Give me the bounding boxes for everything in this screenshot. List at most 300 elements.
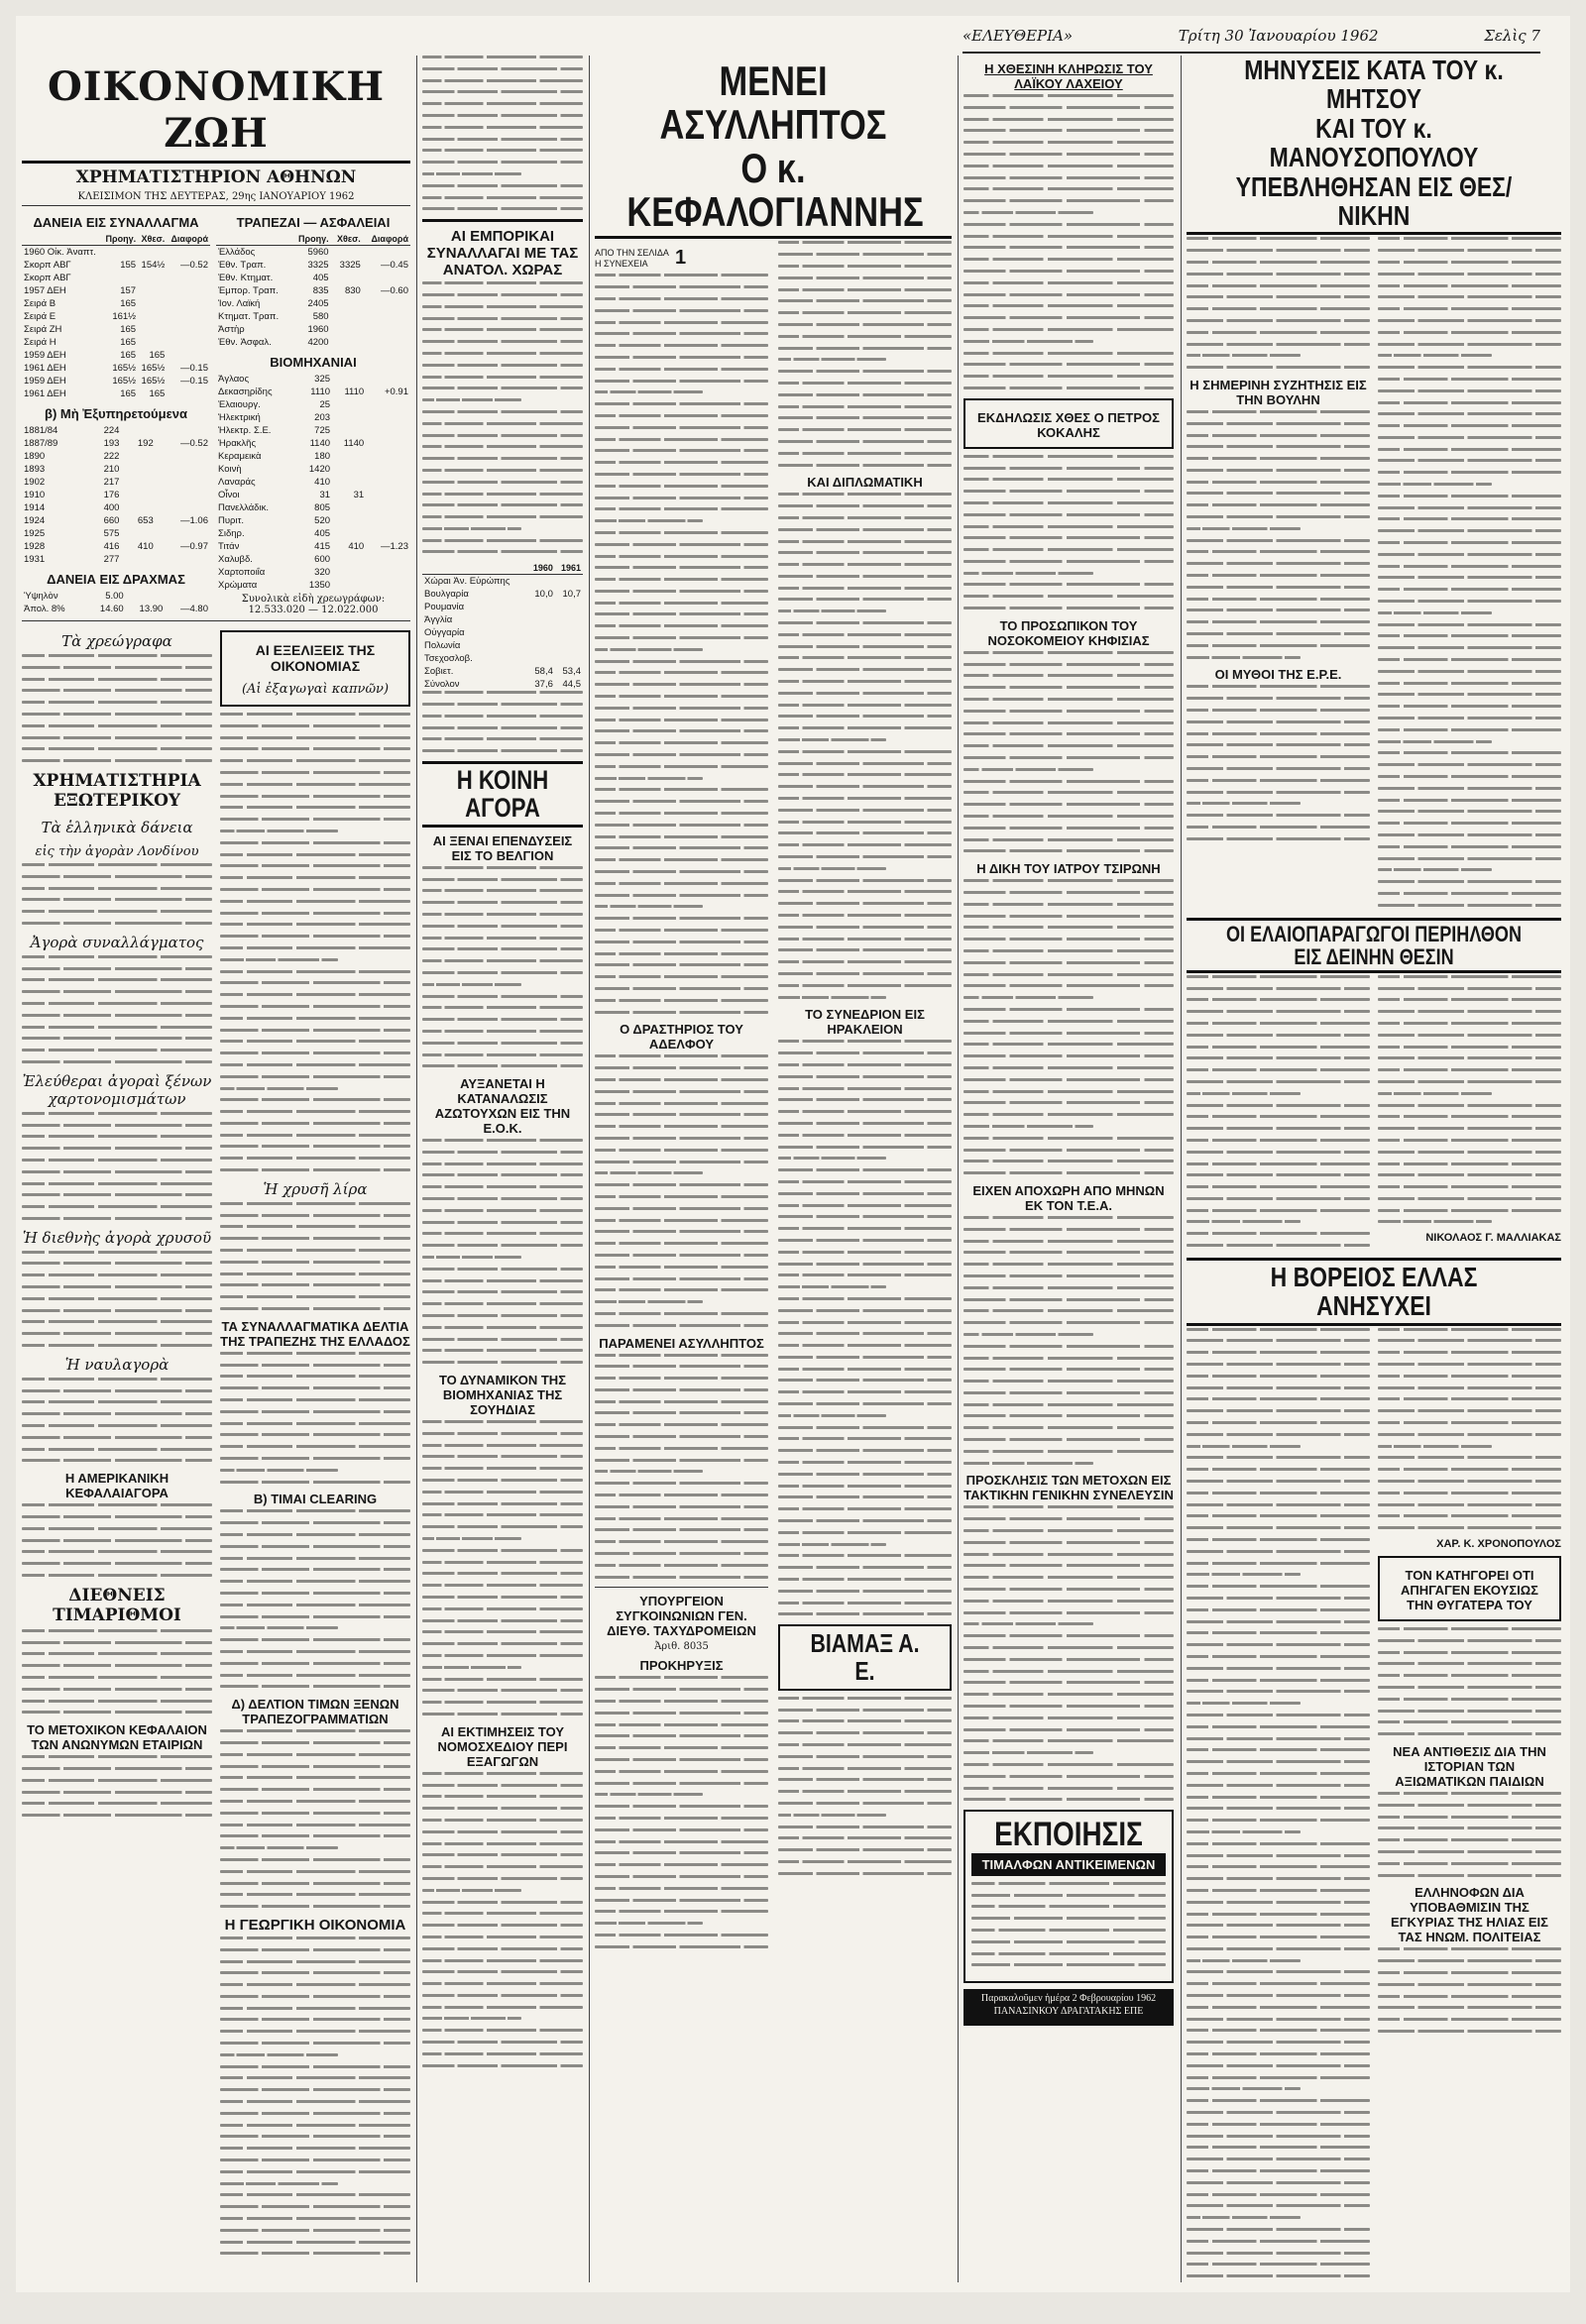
text-line (963, 304, 1174, 307)
text-line (220, 724, 410, 727)
prewar-cell: 1924 (24, 515, 46, 526)
text-line (422, 1256, 521, 1259)
text-line (422, 715, 583, 718)
text-line (595, 1910, 768, 1913)
text-line (595, 543, 768, 546)
text-line (1187, 1585, 1370, 1588)
text-line (963, 1634, 1174, 1637)
text-line (778, 609, 886, 612)
industry-row (216, 553, 410, 566)
text-line (963, 387, 1174, 389)
banks-cell: 835 (312, 285, 329, 296)
classified-ad: Παρακαλοῦμεν ἡμέρα 2 Φεβρουαρίου 1962 ΠΑΝΑΣΙΝΚΟΥ ΔΡΑΓΑΤΑΚΗΣ ΕΠΕ (980, 1993, 1157, 2017)
industry-cell: 805 (314, 502, 331, 513)
industry-row (216, 386, 410, 398)
prewar-cell: 1887/89 (24, 438, 58, 449)
text-line (595, 1528, 768, 1531)
text-line (963, 106, 1174, 109)
text-line (1187, 2111, 1370, 2114)
text-line (22, 1459, 212, 1462)
exports-cell: Σύνολον (424, 679, 460, 691)
text-line (595, 566, 768, 569)
text-line (778, 1767, 952, 1770)
text-line (1187, 331, 1370, 334)
politics-column (1187, 55, 1561, 2282)
industry-cell: Κοινὴ (218, 464, 242, 475)
text-line (778, 428, 952, 431)
text-line (1187, 1445, 1301, 1448)
text-line (1378, 1339, 1561, 1342)
text-line (422, 376, 583, 379)
ministry-head: ΥΠΟΥΡΓΕΙΟΝ ΣΥΓΚΟΙΝΩΝΙΩΝ ΓΕΝ. ΔΙΕΥΘ. ΤΑΧΥΔΡΟΜΕΙΩΝ (607, 1594, 756, 1639)
text-line (963, 316, 1174, 319)
text-line (595, 941, 768, 943)
loans-col-header: Προηγ. (102, 233, 138, 246)
text-line (220, 1765, 410, 1768)
text-line (963, 340, 1093, 343)
text-line (778, 288, 952, 291)
text-line (595, 426, 768, 429)
text-line (1187, 1597, 1370, 1600)
signature-2: ΧΑΡ. Κ. ΧΡΟΝΟΠΟΥΛΟΣ (1436, 1538, 1561, 1550)
text-line (1378, 810, 1561, 813)
text-line (220, 2018, 410, 2021)
text-line (778, 633, 952, 636)
loans-cell: 1959 ΔΕΗ (24, 376, 66, 387)
text-line (778, 1356, 952, 1359)
text-line (963, 560, 1174, 563)
text-line (963, 744, 1174, 747)
industry-cell: 1140 (309, 438, 331, 449)
text-line (1187, 1901, 1370, 1904)
text-line (595, 1125, 768, 1128)
exports-row (422, 588, 583, 601)
text-line (595, 963, 768, 966)
text-line (778, 972, 952, 975)
text-line (595, 1195, 768, 1198)
loans-cell: Σκορπ ΑΒΓ (24, 260, 71, 271)
prewar-cell: 224 (103, 425, 120, 436)
text-line (1187, 1819, 1370, 1822)
prewar-cell: —0.52 (180, 438, 208, 449)
text-line (1187, 1209, 1370, 1212)
text-line (963, 281, 1174, 284)
article-body-text (220, 1937, 410, 2256)
text-line (595, 882, 768, 885)
text-line (1378, 1080, 1561, 1083)
text-line (1378, 319, 1561, 322)
text-line (220, 1533, 410, 1536)
banks-cell: Ἀστὴρ (218, 324, 245, 335)
text-line (1378, 1698, 1561, 1701)
loans-row (22, 272, 210, 284)
text-line (778, 1473, 952, 1476)
text-line (1187, 2146, 1370, 2149)
loans-cell: 154½ (141, 260, 166, 271)
text-line (1378, 1514, 1561, 1517)
article-body-text (422, 281, 583, 553)
text-line (595, 1817, 768, 1820)
text-line (22, 666, 212, 669)
text-line (595, 1312, 768, 1315)
text-line (1378, 1850, 1561, 1853)
clearing-head: Β) ΤΙΜΑΙ CLEARING (253, 1492, 378, 1507)
text-line (963, 1263, 1174, 1266)
text-line (1378, 1710, 1561, 1713)
fugitive-column (595, 55, 952, 2282)
text-line (595, 987, 768, 990)
text-line (1187, 1550, 1370, 1553)
text-line (778, 1321, 952, 1324)
loans-row (22, 349, 210, 362)
loans-cell (138, 272, 167, 284)
industry-row (216, 501, 410, 514)
prewar-row (22, 489, 210, 501)
text-line (220, 1662, 410, 1665)
text-line (963, 1517, 1174, 1520)
banks-cell (363, 272, 410, 284)
loans-cell: 1957 ΔΕΗ (24, 285, 66, 296)
industry-cell: Τιτάν (218, 541, 240, 552)
prewar-cell (156, 489, 210, 501)
today-head: Η ΣΗΜΕΡΙΝΗ ΣΥΖΗΤΗΣΙΣ ΕΙΣ ΤΗΝ ΒΟΥΛΗΝ (1190, 377, 1367, 407)
text-line (1378, 623, 1561, 626)
text-line (778, 656, 952, 659)
text-line (422, 1173, 583, 1176)
text-line (595, 1828, 768, 1831)
text-line (220, 900, 410, 903)
loans-cell: —0.52 (180, 260, 208, 271)
article-body-text (971, 1882, 1166, 1967)
text-line (422, 2041, 583, 2044)
text-line (22, 1779, 212, 1782)
text-line (778, 1087, 952, 1090)
loss-head: ΕΛΛΗΝΟΦΩΝ ΔΙΑ ΥΠΟΒΑΘΜΙΣΙΝ ΤΗΣ ΕΓΚΥΡΙΑΣ ΤΗΣ ΗΛΙΑΣ ΕΙΣ ΤΑΣ ΗΝΩΜ. ΠΟΛΙΤΕΙΑΣ (1391, 1885, 1548, 1945)
insurance-head: ΕΙΧΕΝ ΑΠΟΧΩΡΗ ΑΠΟ ΜΗΝΩΝ ΕΚ ΤΟΝ Τ.Ε.Α. (972, 1182, 1165, 1213)
text-line (1378, 1209, 1561, 1212)
text-line (1378, 249, 1561, 252)
banks-row (216, 336, 410, 349)
text-line (1378, 868, 1492, 871)
text-line (1187, 343, 1370, 346)
text-line (778, 493, 952, 496)
text-line (422, 1819, 583, 1822)
text-line (1187, 1796, 1370, 1799)
text-line (963, 548, 1174, 551)
text-line (1187, 1068, 1370, 1071)
text-line (1187, 1865, 1370, 1868)
text-line (1187, 732, 1370, 735)
text-line (220, 1741, 410, 1744)
drachma-cell: Ἀπολ. 8% (24, 604, 65, 614)
text-line (1378, 1468, 1561, 1471)
text-line (778, 762, 952, 765)
text-line (1187, 1924, 1370, 1927)
exports-row (422, 652, 583, 665)
article-body-text (22, 863, 212, 925)
text-line (778, 1063, 952, 1066)
article-body-text (22, 1112, 212, 1220)
text-line (778, 440, 952, 443)
text-line (22, 1664, 212, 1667)
prewar-cell (156, 476, 210, 489)
text-line (22, 1436, 212, 1439)
text-line (1378, 237, 1561, 240)
text-line (778, 750, 952, 753)
text-line (422, 340, 583, 343)
lottery-head: Η ΧΘΕΣΙΝΗ ΚΛΗΡΩΣΙΣ ΤΟΥ ΛΑΪΚΟΥ ΛΑΧΕΙΟΥ (984, 61, 1153, 91)
text-line (1187, 550, 1370, 553)
text-line (22, 1159, 212, 1162)
text-line (22, 1135, 212, 1138)
text-line (778, 1531, 952, 1534)
text-line (963, 1611, 1174, 1614)
text-line (595, 1242, 768, 1245)
text-line (778, 393, 952, 396)
trade-head: ΑΙ ΕΜΠΟΡΙΚΑΙ ΣΥΝΑΛΛΑΓΑΙ ΜΕ ΤΑΣ ΑΝΑΤΟΛ. ΧΩΡΑΣ (426, 228, 579, 279)
article-body-text (1378, 1792, 1561, 1877)
loans-cell (138, 284, 167, 297)
text-line (963, 1160, 1174, 1162)
text-line (1378, 1732, 1561, 1735)
text-line (778, 464, 952, 467)
text-line (22, 1378, 212, 1381)
prewar-cell: 653 (137, 515, 154, 526)
exports-cell: 44,5 (562, 679, 581, 691)
text-line (22, 1515, 212, 1518)
loans-row (22, 375, 210, 387)
text-line (963, 768, 1093, 771)
text-line (971, 1940, 1166, 1943)
text-line (1187, 2216, 1301, 2219)
industry-cell: 410 (314, 477, 331, 488)
text-line (220, 1457, 410, 1460)
text-line (422, 1221, 583, 1224)
text-line (22, 955, 212, 958)
text-line (963, 1171, 1174, 1174)
accused-head: ΤΟΝ ΚΑΤΗΓΟΡΕΙ ΟΤΙ ΑΠΗΓΑΓΕΝ ΕΚΟΥΣΙΩΣ ΤΗΝ ΘΥΓΑΤΕΡΑ ΤΟΥ (1401, 1568, 1538, 1612)
text-line (1378, 1386, 1561, 1389)
industry-cell: Ἐλαιουργ. (218, 399, 261, 410)
text-line (1187, 1092, 1301, 1095)
text-line (422, 457, 583, 460)
prewar-table (22, 424, 210, 566)
text-line (1187, 1162, 1370, 1165)
prewar-cell (121, 527, 155, 540)
text-line (778, 1168, 952, 1171)
industry-row (216, 411, 410, 424)
text-line (422, 901, 583, 904)
text-line (778, 1778, 952, 1781)
vimax-ad: ΒΙΑΜΑΞ Α. Ε. (810, 1628, 920, 1686)
loans-col-header: Διαφορά (167, 233, 210, 246)
text-line (963, 293, 1174, 296)
article-body-text (422, 1139, 583, 1364)
text-line (422, 1338, 583, 1341)
text-line (220, 1051, 410, 1054)
text-line (220, 1615, 410, 1618)
prewar-cell: 575 (103, 528, 120, 539)
industry-cell (366, 373, 410, 386)
text-line (1378, 541, 1561, 544)
text-line (422, 737, 583, 740)
text-line (422, 1444, 583, 1447)
exports-cell (555, 626, 583, 639)
text-line (1187, 620, 1370, 623)
industry-row (216, 527, 410, 540)
continuation-marker: ΑΠΟ ΤΗΝ ΣΕΛΙΔΑ Η ΣΥΝΕΧΕΙΑ 1 (595, 247, 687, 270)
text-line (595, 1688, 768, 1691)
text-line (1378, 1639, 1561, 1642)
text-line (595, 1782, 768, 1785)
text-line (220, 806, 410, 809)
text-line (778, 1379, 952, 1382)
banks-cell (331, 297, 363, 310)
diplomatic-head: ΚΑΙ ΔΙΠΛΩΜΑΤΙΚΗ (807, 475, 923, 491)
text-line (220, 1225, 410, 1228)
text-line (778, 1075, 952, 1078)
text-line (595, 1505, 768, 1508)
text-line (963, 165, 1174, 167)
banks-block (216, 209, 410, 617)
exports-row (422, 575, 583, 589)
gold-market-head: Ἡ διεθνὴς ἀγορὰ χρυσοῦ (22, 1228, 212, 1247)
text-line (1378, 634, 1561, 637)
text-line (963, 595, 1174, 598)
column-rule (1181, 55, 1182, 2282)
text-line (22, 1014, 212, 1017)
text-line (422, 1630, 583, 1633)
text-line (220, 2007, 410, 2010)
industry-cell: Ἠλεκτρ. Σ.Ε. (218, 425, 272, 436)
headline-6-line-2: ΚΑΙ ΤΟΥ κ. ΜΑΝΟΥΣΟΠΟΥΛΟΥ (1269, 112, 1479, 173)
industry-cell: Ἡρακλῆς (218, 438, 257, 449)
text-line (1378, 1627, 1561, 1630)
text-line (595, 624, 768, 627)
text-line (778, 265, 952, 268)
industry-cell: 180 (314, 451, 331, 462)
text-line (778, 1719, 952, 1722)
text-line (778, 1273, 952, 1276)
text-line (220, 1834, 410, 1837)
text-line (422, 1959, 583, 1962)
text-line (422, 1479, 583, 1482)
prewar-cell (121, 424, 155, 437)
text-line (963, 1681, 1174, 1684)
exports-cell: 58,4 (534, 666, 553, 678)
text-line (1378, 588, 1561, 591)
banks-col-header: Χθεσ. (331, 233, 363, 246)
banks-cell: Ἐθν. Κτηματ. (218, 273, 274, 283)
text-line (595, 975, 768, 978)
text-line (22, 1320, 212, 1323)
text-line (971, 1905, 1166, 1908)
text-line (1187, 998, 1370, 1001)
text-line (778, 1836, 952, 1839)
text-line (1187, 434, 1370, 437)
newspaper-page (16, 16, 1570, 2292)
text-line (220, 841, 410, 844)
text-line (22, 922, 212, 925)
loans-cell (167, 246, 210, 260)
text-line (220, 2112, 410, 2115)
text-line (595, 1149, 768, 1152)
nitrogen-head: ΑΥΞΑΝΕΤΑΙ Η ΚΑΤΑΝΑΛΩΣΙΣ ΑΖΩΤΟΥΧΩΝ ΕΙΣ ΤΗΝ Ε.Ο.Κ. (434, 1076, 571, 1137)
text-line (422, 1209, 583, 1212)
text-line (778, 726, 952, 729)
text-line (1378, 822, 1561, 825)
text-line (1187, 837, 1370, 840)
text-line (1187, 1643, 1370, 1646)
text-line (220, 1674, 410, 1677)
text-line (595, 777, 703, 780)
exports-cell (555, 652, 583, 665)
text-line (963, 1274, 1174, 1277)
loans-cell (167, 323, 210, 336)
text-line (1378, 378, 1561, 381)
text-line (963, 258, 1174, 261)
text-line (778, 1790, 952, 1793)
text-line (422, 1268, 583, 1271)
text-line (595, 1863, 768, 1866)
text-line (778, 1297, 952, 1300)
text-line (1378, 1351, 1561, 1354)
article-body-text (22, 1251, 212, 1347)
text-line (1378, 1862, 1561, 1865)
text-line (963, 1008, 1174, 1011)
text-line (1187, 1830, 1301, 1833)
text-line (422, 1678, 583, 1681)
text-line (220, 1905, 410, 1908)
loans-cell: 165 (120, 337, 137, 348)
text-line (595, 1851, 768, 1854)
text-line (963, 1670, 1174, 1673)
text-line (595, 321, 768, 324)
text-line (1378, 1220, 1492, 1223)
text-line (422, 90, 583, 93)
industry-row (216, 566, 410, 579)
text-line (595, 380, 768, 383)
article-body-text (422, 691, 583, 752)
banks-cell: 3325 (307, 260, 329, 271)
exports-cell (527, 613, 555, 626)
text-line (220, 1364, 410, 1367)
text-line (1378, 658, 1561, 661)
text-line (1187, 1760, 1370, 1763)
text-line (1187, 354, 1301, 357)
text-line (595, 1411, 768, 1414)
text-line (220, 923, 410, 926)
text-line (1187, 2228, 1370, 2231)
text-line (963, 698, 1174, 701)
text-line (595, 612, 768, 615)
text-line (422, 889, 583, 892)
fugitive-head: ΠΑΡΑΜΕΝΕΙ ΑΣΥΛΛΗΠΤΟΣ (599, 1335, 764, 1351)
text-line (220, 2193, 410, 2196)
text-line (422, 1807, 583, 1810)
text-line (1378, 1792, 1561, 1795)
text-line (1378, 1068, 1561, 1071)
text-line (778, 1461, 952, 1464)
text-line (22, 1676, 212, 1679)
text-line (963, 352, 1174, 355)
text-line (963, 583, 1174, 586)
text-line (595, 485, 768, 488)
text-line (963, 1090, 1174, 1093)
text-line (778, 1860, 952, 1863)
text-line (220, 1971, 410, 1974)
text-line (422, 959, 583, 962)
